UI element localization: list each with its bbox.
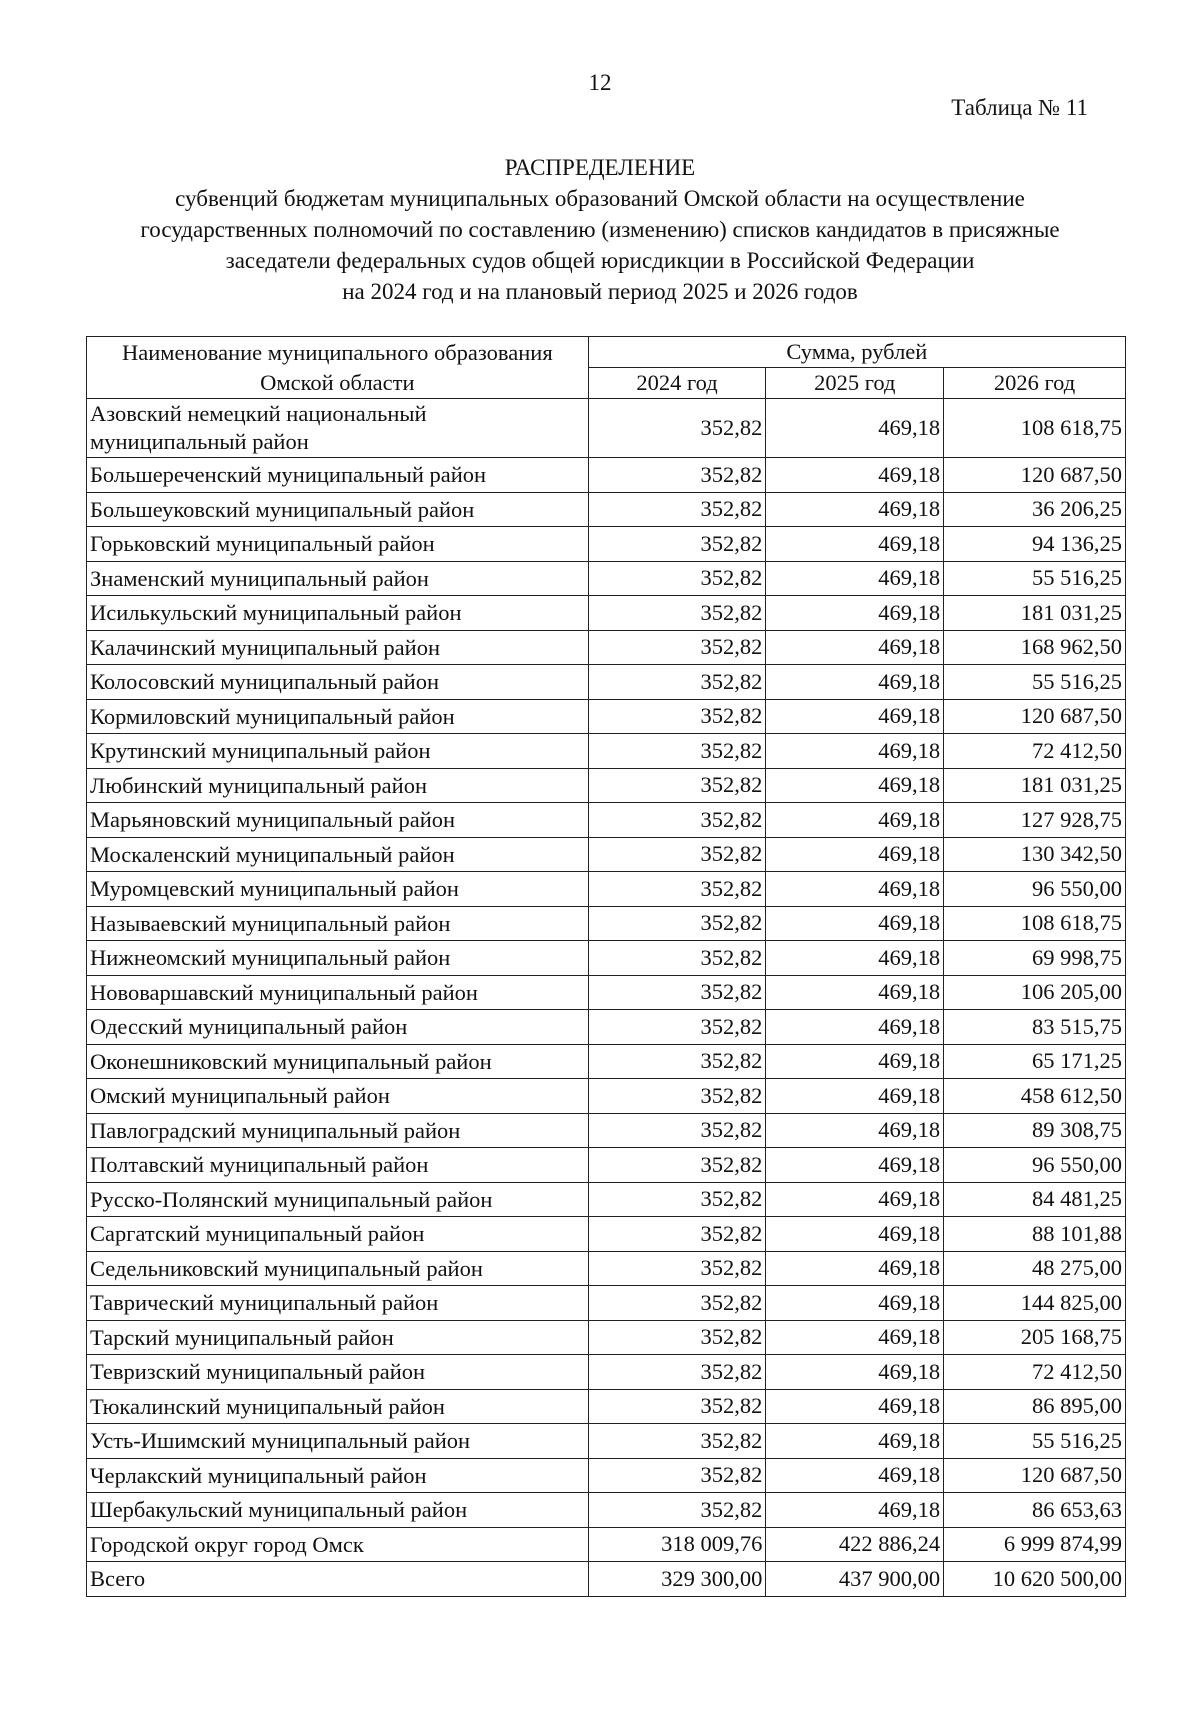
header-municipality: Наименование муниципального образования Омской области xyxy=(87,337,589,399)
amount-2026: 55 516,25 xyxy=(944,665,1126,700)
amount-2026: 86 895,00 xyxy=(944,1389,1126,1424)
amount-2026: 168 962,50 xyxy=(944,630,1126,665)
municipality-name: Горьковский муниципальный район xyxy=(87,527,589,562)
amount-2025: 469,18 xyxy=(766,1493,944,1528)
table-row xyxy=(87,872,1126,907)
amount-2026: 106 205,00 xyxy=(944,975,1126,1010)
amount-2025: 469,18 xyxy=(766,527,944,562)
table-row xyxy=(87,1493,1126,1528)
amount-2024: 352,82 xyxy=(588,1251,766,1286)
municipality-name: Большеуковский муниципальный район xyxy=(87,492,589,527)
amount-2026: 72 412,50 xyxy=(944,1355,1126,1390)
table-row xyxy=(87,1355,1126,1390)
municipality-name: Марьяновский муниципальный район xyxy=(87,803,589,838)
amount-2026: 120 687,50 xyxy=(944,1458,1126,1493)
table-row xyxy=(87,527,1126,562)
table-row xyxy=(87,1286,1126,1321)
amount-2026: 181 031,25 xyxy=(944,596,1126,631)
distribution-table xyxy=(86,336,1126,1597)
amount-2024: 352,82 xyxy=(588,665,766,700)
amount-2024: 352,82 xyxy=(588,837,766,872)
municipality-name: Таврический муниципальный район xyxy=(87,1286,589,1321)
amount-2026: 89 308,75 xyxy=(944,1113,1126,1148)
table-row xyxy=(87,561,1126,596)
municipality-name: Нижнеомский муниципальный район xyxy=(87,941,589,976)
amount-2024: 352,82 xyxy=(588,630,766,665)
table-row xyxy=(87,906,1126,941)
header-year-2024: 2024 год xyxy=(588,368,766,399)
title-line: на 2024 год и на плановый период 2025 и 2026 годов xyxy=(342,279,858,304)
amount-2025: 469,18 xyxy=(766,561,944,596)
amount-2024: 352,82 xyxy=(588,768,766,803)
table-row xyxy=(87,1079,1126,1114)
amount-2026: 94 136,25 xyxy=(944,527,1126,562)
municipality-name: Нововаршавский муниципальный район xyxy=(87,975,589,1010)
amount-2026: 10 620 500,00 xyxy=(944,1562,1126,1597)
municipality-name: Омский муниципальный район xyxy=(87,1079,589,1114)
amount-2025: 469,18 xyxy=(766,1113,944,1148)
table-row xyxy=(87,665,1126,700)
amount-2025: 469,18 xyxy=(766,458,944,493)
amount-2024: 352,82 xyxy=(588,1424,766,1459)
amount-2024: 352,82 xyxy=(588,803,766,838)
amount-2024: 352,82 xyxy=(588,906,766,941)
municipality-name: Большереченский муниципальный район xyxy=(87,458,589,493)
amount-2026: 127 928,75 xyxy=(944,803,1126,838)
table-row xyxy=(87,1217,1126,1252)
amount-2025: 469,18 xyxy=(766,1355,944,1390)
amount-2024: 352,82 xyxy=(588,1217,766,1252)
table-row xyxy=(87,699,1126,734)
amount-2024: 352,82 xyxy=(588,1113,766,1148)
amount-2024: 318 009,76 xyxy=(588,1527,766,1562)
amount-2026: 144 825,00 xyxy=(944,1286,1126,1321)
amount-2025: 469,18 xyxy=(766,906,944,941)
municipality-name: Усть-Ишимский муниципальный район xyxy=(87,1424,589,1459)
document-title xyxy=(80,152,1120,307)
amount-2024: 352,82 xyxy=(588,596,766,631)
header-year-2026: 2026 год xyxy=(944,368,1126,399)
amount-2026: 6 999 874,99 xyxy=(944,1527,1126,1562)
table-number: Таблица № 11 xyxy=(951,95,1088,120)
amount-2026: 48 275,00 xyxy=(944,1251,1126,1286)
table-row xyxy=(87,630,1126,665)
amount-2024: 352,82 xyxy=(588,872,766,907)
municipality-name: Знаменский муниципальный район xyxy=(87,561,589,596)
amount-2026: 83 515,75 xyxy=(944,1010,1126,1045)
page-number: 12 xyxy=(588,70,612,95)
amount-2024: 352,82 xyxy=(588,1044,766,1079)
table-row xyxy=(87,596,1126,631)
table-row xyxy=(87,1562,1126,1597)
amount-2025: 422 886,24 xyxy=(766,1527,944,1562)
table-row xyxy=(87,975,1126,1010)
table-row xyxy=(87,458,1126,493)
municipality-name: Городской округ город Омск xyxy=(87,1527,589,1562)
table-row xyxy=(87,1458,1126,1493)
amount-2026: 205 168,75 xyxy=(944,1320,1126,1355)
table-row xyxy=(87,399,1126,458)
amount-2025: 469,18 xyxy=(766,1389,944,1424)
amount-2024: 352,82 xyxy=(588,734,766,769)
amount-2026: 55 516,25 xyxy=(944,1424,1126,1459)
amount-2025: 469,18 xyxy=(766,1458,944,1493)
municipality-name: Полтавский муниципальный район xyxy=(87,1148,589,1183)
amount-2025: 469,18 xyxy=(766,837,944,872)
amount-2025: 469,18 xyxy=(766,1251,944,1286)
amount-2024: 352,82 xyxy=(588,1389,766,1424)
amount-2024: 352,82 xyxy=(588,1286,766,1321)
table-row xyxy=(87,1389,1126,1424)
amount-2024: 352,82 xyxy=(588,1079,766,1114)
table-row xyxy=(87,734,1126,769)
municipality-name: Оконешниковский муниципальный район xyxy=(87,1044,589,1079)
table-row xyxy=(87,1113,1126,1148)
amount-2024: 352,82 xyxy=(588,1458,766,1493)
title-line: государственных полномочий по составлению (изменению) списков кандидатов в присяжные xyxy=(140,217,1060,242)
table-row xyxy=(87,492,1126,527)
amount-2025: 469,18 xyxy=(766,1320,944,1355)
amount-2025: 469,18 xyxy=(766,734,944,769)
municipality-name: Муромцевский муниципальный район xyxy=(87,872,589,907)
amount-2025: 469,18 xyxy=(766,1286,944,1321)
municipality-name: Тюкалинский муниципальный район xyxy=(87,1389,589,1424)
amount-2026: 65 171,25 xyxy=(944,1044,1126,1079)
amount-2026: 96 550,00 xyxy=(944,872,1126,907)
amount-2025: 437 900,00 xyxy=(766,1562,944,1597)
amount-2026: 458 612,50 xyxy=(944,1079,1126,1114)
amount-2025: 469,18 xyxy=(766,699,944,734)
table-row xyxy=(87,1251,1126,1286)
amount-2024: 352,82 xyxy=(588,941,766,976)
amount-2024: 352,82 xyxy=(588,975,766,1010)
header-sum: Сумма, рублей xyxy=(588,337,1125,368)
amount-2024: 352,82 xyxy=(588,1010,766,1045)
title-line: субвенций бюджетам муниципальных образований Омской области на осуществление xyxy=(175,186,1025,211)
amount-2025: 469,18 xyxy=(766,975,944,1010)
table-row xyxy=(87,837,1126,872)
table-row xyxy=(87,768,1126,803)
amount-2025: 469,18 xyxy=(766,1217,944,1252)
amount-2026: 120 687,50 xyxy=(944,699,1126,734)
amount-2026: 69 998,75 xyxy=(944,941,1126,976)
amount-2025: 469,18 xyxy=(766,492,944,527)
amount-2026: 86 653,63 xyxy=(944,1493,1126,1528)
amount-2024: 352,82 xyxy=(588,1320,766,1355)
amount-2024: 352,82 xyxy=(588,492,766,527)
table-row xyxy=(87,1424,1126,1459)
amount-2025: 469,18 xyxy=(766,596,944,631)
amount-2026: 96 550,00 xyxy=(944,1148,1126,1183)
amount-2025: 469,18 xyxy=(766,1044,944,1079)
amount-2026: 130 342,50 xyxy=(944,837,1126,872)
municipality-name: Кормиловский муниципальный район xyxy=(87,699,589,734)
municipality-name: Крутинский муниципальный район xyxy=(87,734,589,769)
table-row xyxy=(87,803,1126,838)
municipality-name: Саргатский муниципальный район xyxy=(87,1217,589,1252)
table-row xyxy=(87,1182,1126,1217)
amount-2025: 469,18 xyxy=(766,1010,944,1045)
amount-2025: 469,18 xyxy=(766,665,944,700)
amount-2025: 469,18 xyxy=(766,399,944,458)
amount-2025: 469,18 xyxy=(766,803,944,838)
table-row xyxy=(87,1527,1126,1562)
amount-2024: 352,82 xyxy=(588,699,766,734)
table-row xyxy=(87,941,1126,976)
header-year-2025: 2025 год xyxy=(766,368,944,399)
municipality-name: Калачинский муниципальный район xyxy=(87,630,589,665)
amount-2025: 469,18 xyxy=(766,872,944,907)
municipality-name: Черлакский муниципальный район xyxy=(87,1458,589,1493)
amount-2024: 352,82 xyxy=(588,1355,766,1390)
amount-2026: 108 618,75 xyxy=(944,399,1126,458)
amount-2025: 469,18 xyxy=(766,768,944,803)
municipality-name: Шербакульский муниципальный район xyxy=(87,1493,589,1528)
municipality-name: Любинский муниципальный район xyxy=(87,768,589,803)
municipality-name: Исилькульский муниципальный район xyxy=(87,596,589,631)
amount-2026: 120 687,50 xyxy=(944,458,1126,493)
amount-2026: 181 031,25 xyxy=(944,768,1126,803)
amount-2024: 352,82 xyxy=(588,1182,766,1217)
title-heading: РАСПРЕДЕЛЕНИЕ xyxy=(504,155,696,180)
table-row xyxy=(87,1044,1126,1079)
table-body xyxy=(87,399,1126,1597)
municipality-name: Тарский муниципальный район xyxy=(87,1320,589,1355)
amount-2024: 352,82 xyxy=(588,1148,766,1183)
amount-2024: 352,82 xyxy=(588,1493,766,1528)
amount-2026: 108 618,75 xyxy=(944,906,1126,941)
municipality-name: Колосовский муниципальный район xyxy=(87,665,589,700)
amount-2025: 469,18 xyxy=(766,1182,944,1217)
table-row xyxy=(87,1148,1126,1183)
municipality-name: Москаленский муниципальный район xyxy=(87,837,589,872)
amount-2024: 352,82 xyxy=(588,458,766,493)
municipality-name: Азовский немецкий национальный муниципальный район xyxy=(87,399,589,458)
amount-2024: 352,82 xyxy=(588,527,766,562)
municipality-name: Русско-Полянский муниципальный район xyxy=(87,1182,589,1217)
municipality-name: Седельниковский муниципальный район xyxy=(87,1251,589,1286)
municipality-name: Называевский муниципальный район xyxy=(87,906,589,941)
amount-2024: 352,82 xyxy=(588,399,766,458)
municipality-name: Павлоградский муниципальный район xyxy=(87,1113,589,1148)
municipality-name: Всего xyxy=(87,1562,589,1597)
table-row xyxy=(87,1320,1126,1355)
title-line: заседатели федеральных судов общей юрисдикции в Российской Федерации xyxy=(225,248,975,273)
amount-2025: 469,18 xyxy=(766,1148,944,1183)
amount-2025: 469,18 xyxy=(766,630,944,665)
amount-2026: 55 516,25 xyxy=(944,561,1126,596)
amount-2025: 469,18 xyxy=(766,941,944,976)
municipality-name: Одесский муниципальный район xyxy=(87,1010,589,1045)
amount-2024: 329 300,00 xyxy=(588,1562,766,1597)
amount-2026: 84 481,25 xyxy=(944,1182,1126,1217)
amount-2025: 469,18 xyxy=(766,1079,944,1114)
amount-2026: 88 101,88 xyxy=(944,1217,1126,1252)
amount-2026: 36 206,25 xyxy=(944,492,1126,527)
amount-2024: 352,82 xyxy=(588,561,766,596)
amount-2026: 72 412,50 xyxy=(944,734,1126,769)
table-row xyxy=(87,1010,1126,1045)
amount-2025: 469,18 xyxy=(766,1424,944,1459)
municipality-name: Тевризский муниципальный район xyxy=(87,1355,589,1390)
